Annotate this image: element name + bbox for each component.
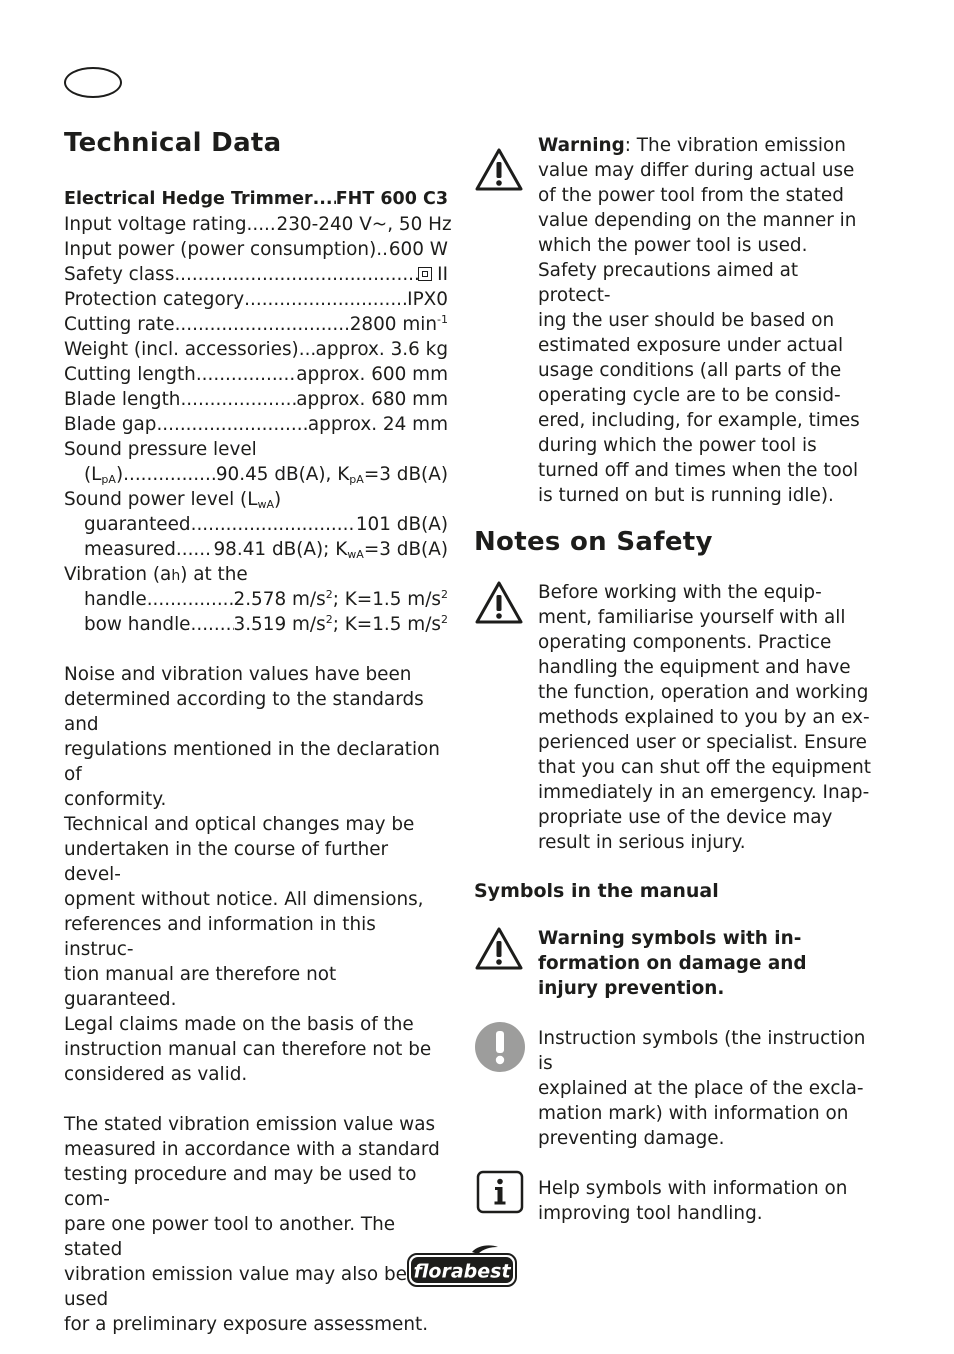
spec-row-cutting-rate: Cutting rate ..... 2800 $\min^{-1}$: [64, 312, 448, 337]
safety-column: [474, 128, 874, 1226]
warning-triangle-icon: [474, 147, 524, 193]
notice-paragraph: Noise and vibration values have been determined according to the standards and regulations mentioned in the declaration of conformity. Technical and optical changes may be undertaken in the course of further devel- opment without notice. All dimensions, references and information in this instruc- tion manual are therefore not guaranteed. Legal claims made on the basis of the instruction manual can therefore not be considered as valid.: [64, 664, 440, 1085]
spec-row-safety-class: Safety class ..... II: [64, 262, 448, 287]
exclamation-circle-icon: [474, 1021, 526, 1073]
safety-heading: Notes on Safety: [474, 527, 713, 557]
info-square-icon: [476, 1170, 524, 1214]
florabest-logo: [406, 1244, 518, 1288]
spec-row-model: Electrical Hedge Trimmer ..... FHT 600 C3: [64, 187, 448, 212]
spec-row-blade-gap: Blade gap ..... approx. 24 mm: [64, 412, 448, 437]
sound-power-measured-row: measured ..... 98.41 dB(A); $K_{wA}=3$ dB(A): [64, 537, 448, 562]
vibration-bow-handle-row: bow handle ..... 3.519 $m/s^2$; K=1.5 $m/s^2$: [64, 612, 448, 637]
vibration-handle-row: handle ..... 2.578 $m/s^2$; K=1.5 $m/s^2$: [64, 587, 448, 612]
spec-row-weight: Weight (incl. accessories) ..... approx. 3.6 kg: [64, 337, 448, 362]
vibration-warning-note: Warning: The vibration emission value may differ during actual use of the power tool from the stated value depending on the manner in which the power tool is used. Safety precautions aimed at protect- ing the user should be based on estimated exposure under actual usage conditions (all parts of the operating cycle are to be consid- ered, including, for example, times during which the power tool is turned off and times when the tool is turned on but is running idle).: [474, 133, 874, 508]
symbols-heading: Symbols in the manual: [474, 880, 719, 902]
vibration-paragraph: The stated vibration emission value was measured in accordance with a standard testing procedure and may be used to com- pare one power tool to another. The stated vibration emission value may also be used for a preliminary exposure assessment.: [64, 1114, 440, 1335]
symbol-warning-note: Warning symbols with in- formation on damage and injury prevention.: [474, 926, 874, 1001]
sound-power-heading: Sound power level $(L_{wA})$: [64, 489, 282, 511]
safety-note: Before working with the equip- ment, familiarise yourself with all operating components. Practice handling the equipment and have the function, operation and working methods explained to you by an ex- perienced user or specialist. Ensure that you can shut off the equipment immediately in an emergency. Inap- propriate use of the device may result in serious injury.: [474, 580, 874, 855]
technical-data-column: [64, 128, 452, 1337]
sound-power-guaranteed-row: guaranteed ..... 101 dB(A): [64, 512, 448, 537]
warning-triangle-icon: [474, 926, 524, 972]
double-insulation-icon: [418, 267, 432, 281]
sound-pressure-row: $(L_{pA})$ ..... 90.45 dB(A), $K_{pA}=3$ dB(A): [64, 462, 448, 487]
spec-row-voltage: Input voltage rating ..... 230-240 V~, 50 Hz: [64, 212, 448, 237]
spec-row-protection: Protection category ..... IPX0: [64, 287, 448, 312]
spec-row-power: Input power (power consumption) ..... 600 W: [64, 237, 448, 262]
logo-text: florabest: [413, 1260, 511, 1283]
language-badge: [64, 67, 122, 98]
vibration-heading: Vibration (ah) at the: [64, 564, 248, 585]
page-title: Technical Data: [64, 128, 282, 158]
warning-triangle-icon: [474, 580, 524, 626]
spec-row-blade-length: Blade length ..... approx. 680 mm: [64, 387, 448, 412]
symbol-instruction-note: Instruction symbols (the instruction is explained at the place of the excla- mation mark) with information on preventing damage.: [474, 1026, 874, 1151]
sound-pressure-heading: Sound pressure level: [64, 439, 257, 460]
spec-row-cutting-length: Cutting length ..... approx. 600 mm: [64, 362, 448, 387]
symbol-help-note: Help symbols with information on improving tool handling.: [474, 1176, 874, 1226]
